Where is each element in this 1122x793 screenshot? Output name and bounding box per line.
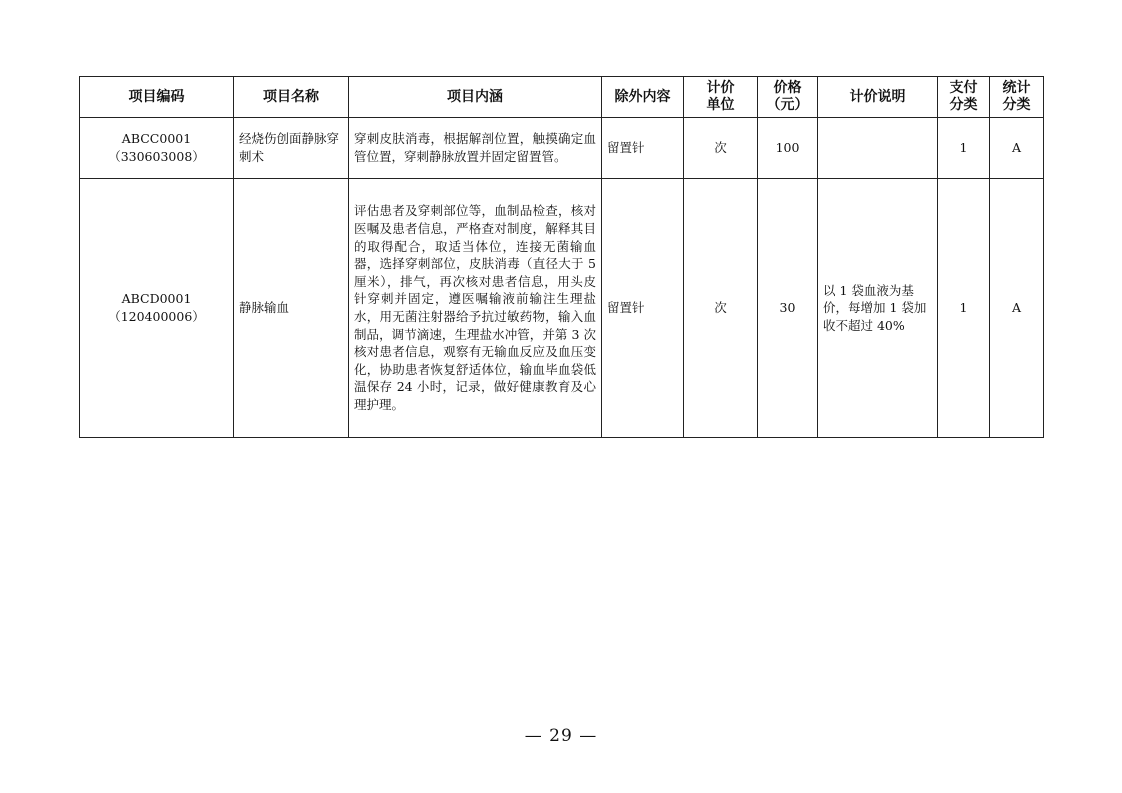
header-name: 项目名称 <box>234 77 349 118</box>
fee-items-table <box>79 76 1044 438</box>
cell-note <box>818 118 938 179</box>
cell-code: ABCC0001（330603008） <box>80 118 234 179</box>
cell-content: 评估患者及穿刺部位等，血制品检查，核对医嘱及患者信息，严格查对制度，解释其目的取得配合，取适当体位，连接无菌输血器，选择穿刺部位，皮肤消毒（直径大于 5 厘米），排气，再次核对患者信息，用头皮针穿刺并固定，遵医嘱输液前输注生理盐水，用无菌注射器给予抗过敏药物，输入血制品，调节滴速，生理盐水冲管，并第 3 次核对患者信息，观察有无输血反应及血压变化，协助患者恢复舒适体位，输血毕血袋低温保存 24 小时，记录，做好健康教育及心理护理。 <box>349 179 602 438</box>
cell-stat-class: A <box>990 179 1044 438</box>
header-pay-line2: 分类 <box>949 97 978 113</box>
header-price-line1: 价格 <box>773 80 802 96</box>
header-content: 项目内涵 <box>349 77 602 118</box>
cell-stat-class: A <box>990 118 1044 179</box>
table-header-row <box>80 77 1044 118</box>
header-stat-line1: 统计 <box>1002 80 1031 96</box>
header-exclusions: 除外内容 <box>602 77 684 118</box>
header-unit <box>684 77 758 118</box>
cell-exclusions: 留置针 <box>602 179 684 438</box>
header-pay-line1: 支付 <box>949 80 978 96</box>
cell-exclusions: 留置针 <box>602 118 684 179</box>
header-stat-class <box>990 77 1044 118</box>
cell-price: 30 <box>758 179 818 438</box>
cell-content: 穿刺皮肤消毒，根据解剖位置，触摸确定血管位置，穿刺静脉放置并固定留置管。 <box>349 118 602 179</box>
cell-note: 以 1 袋血液为基价，每增加 1 袋加收不超过 40% <box>818 179 938 438</box>
header-pay-class <box>938 77 990 118</box>
table-row <box>80 179 1044 438</box>
table-row <box>80 118 1044 179</box>
cell-code: ABCD0001（120400006） <box>80 179 234 438</box>
cell-price: 100 <box>758 118 818 179</box>
cell-unit: 次 <box>684 179 758 438</box>
cell-pay-class: 1 <box>938 118 990 179</box>
header-price-line2: （元） <box>766 97 809 113</box>
cell-name: 静脉输血 <box>234 179 349 438</box>
header-note: 计价说明 <box>818 77 938 118</box>
cell-unit: 次 <box>684 118 758 179</box>
header-unit-line2: 单位 <box>706 97 735 113</box>
page-number: — 29 — <box>524 726 598 746</box>
cell-name: 经烧伤创面静脉穿刺术 <box>234 118 349 179</box>
header-code: 项目编码 <box>80 77 234 118</box>
header-stat-line2: 分类 <box>1002 97 1031 113</box>
cell-pay-class: 1 <box>938 179 990 438</box>
header-unit-line1: 计价 <box>706 80 735 96</box>
header-price <box>758 77 818 118</box>
